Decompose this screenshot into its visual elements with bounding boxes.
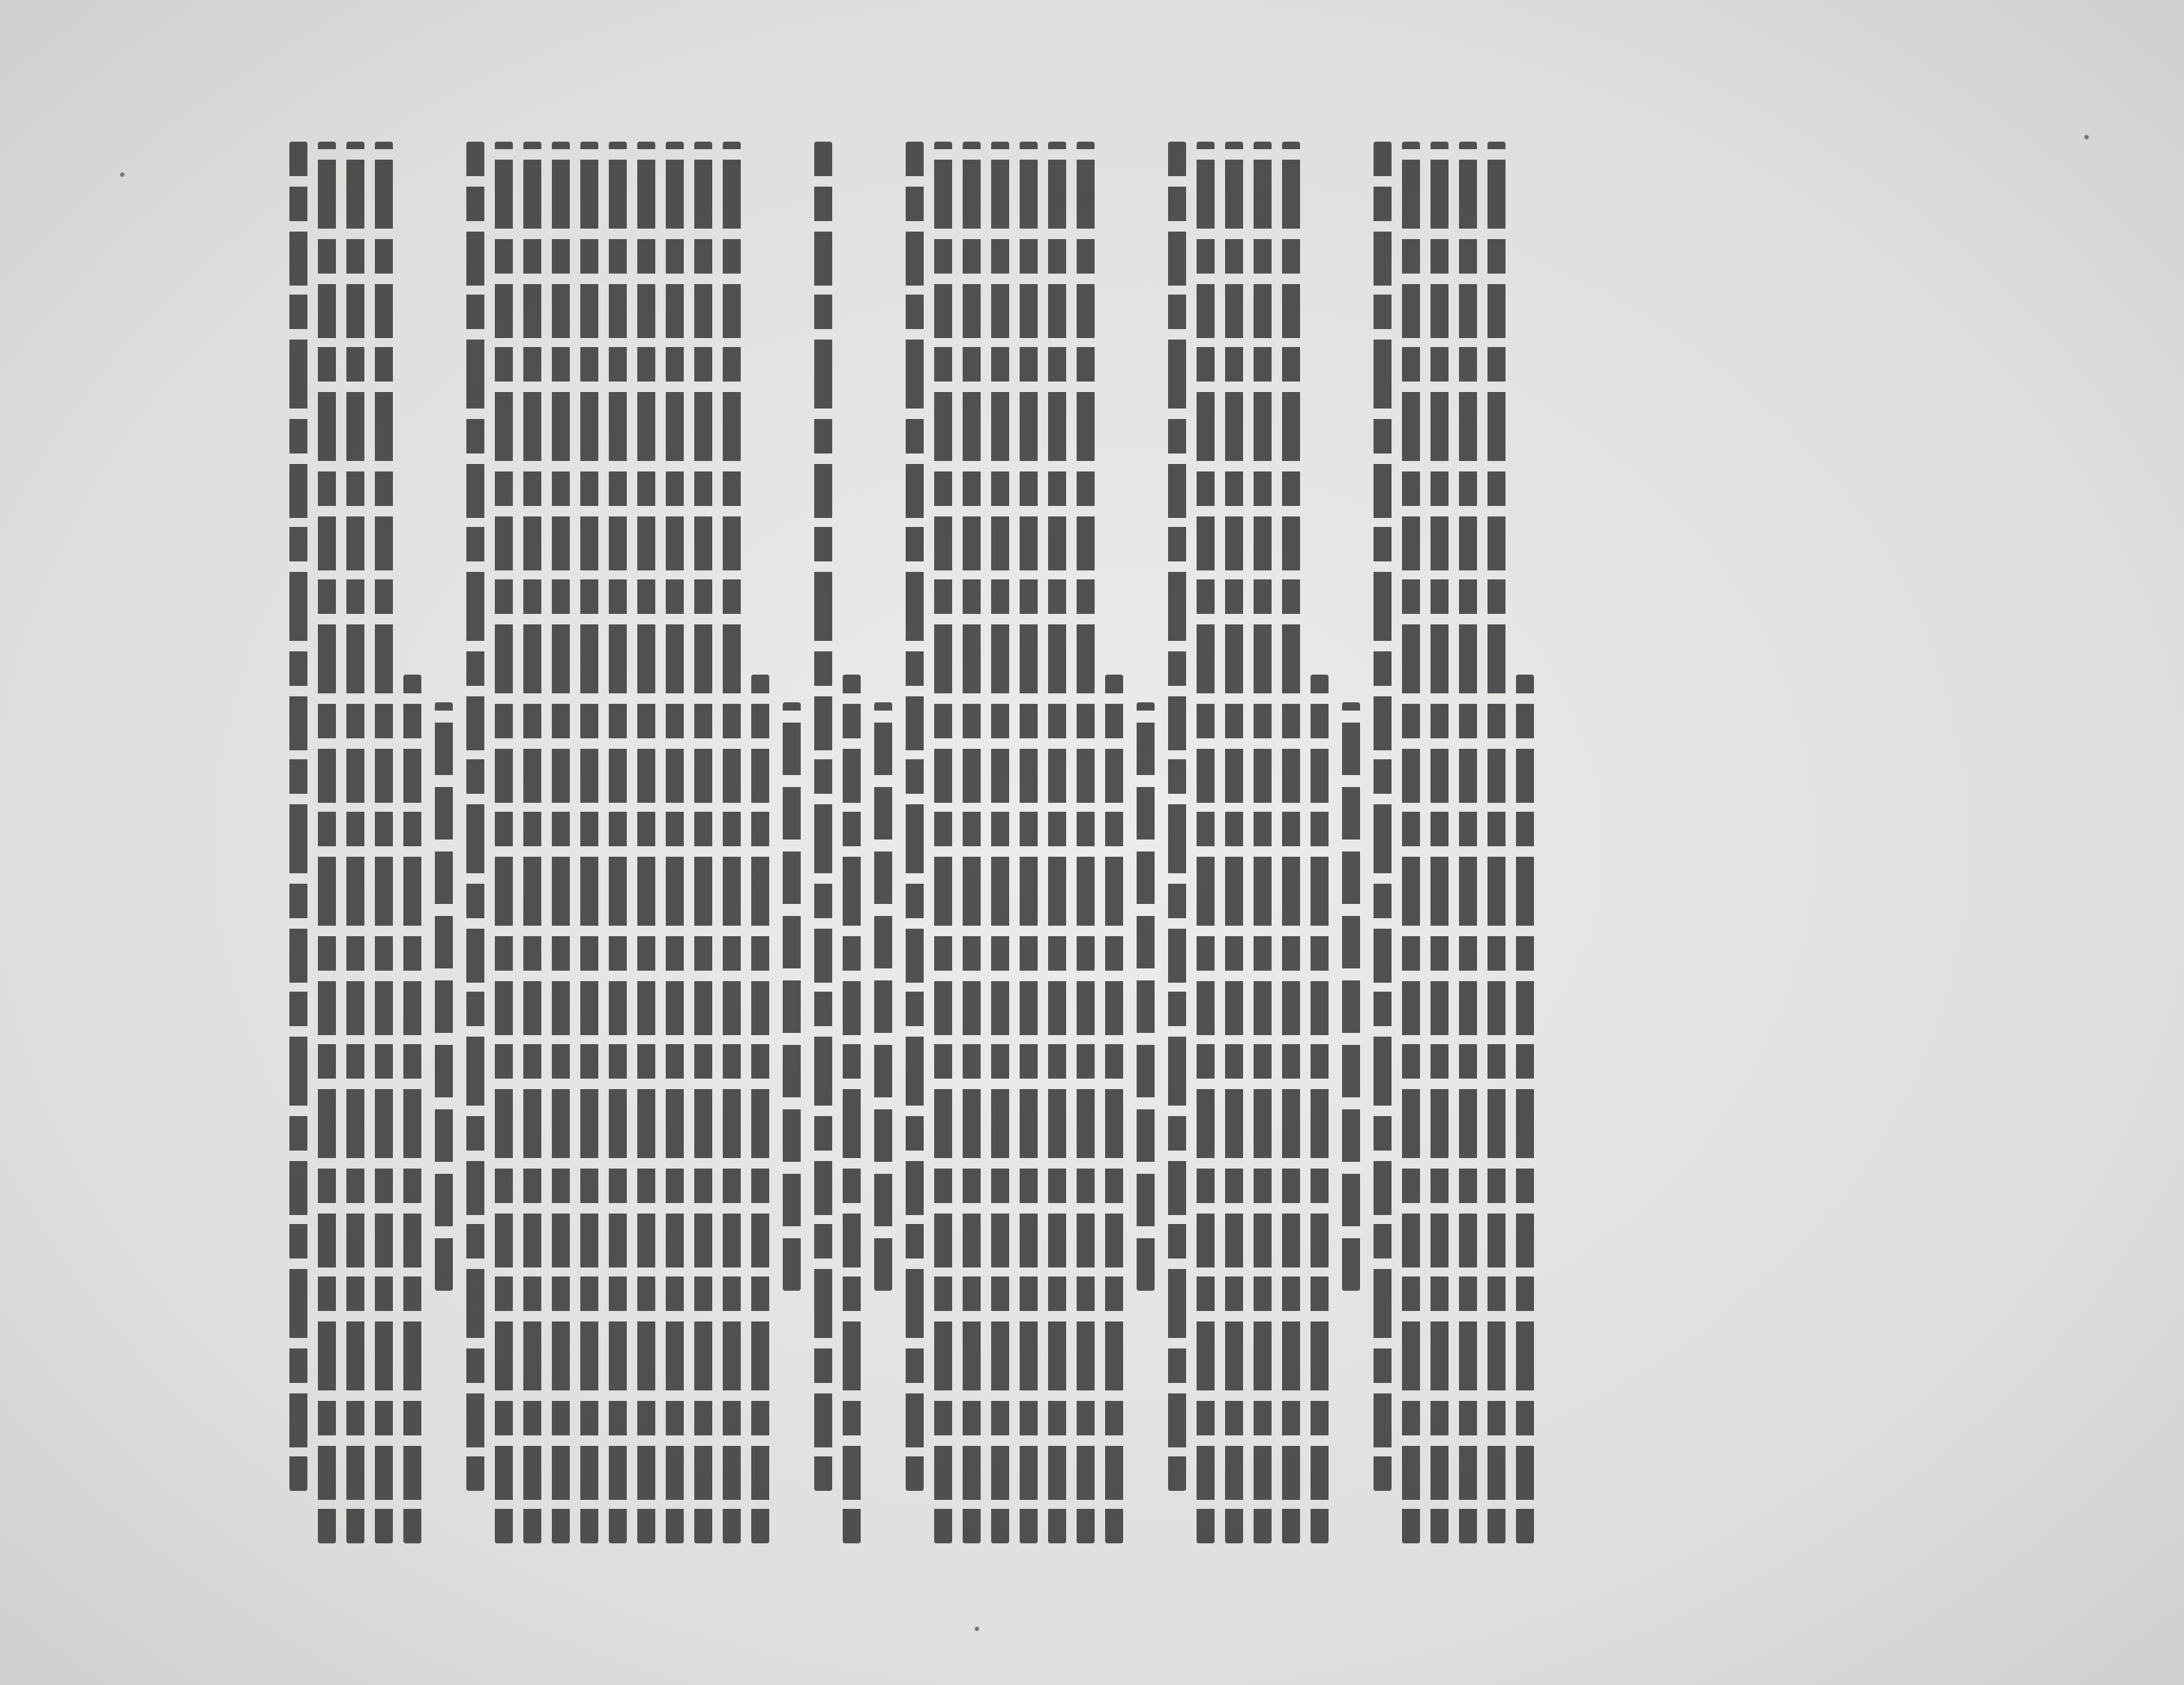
text-line bbox=[637, 142, 655, 1543]
text-line bbox=[580, 142, 598, 1543]
paragraph bbox=[466, 142, 769, 1543]
text-line bbox=[1282, 142, 1300, 1543]
section-heading bbox=[1342, 702, 1360, 1291]
text-line bbox=[843, 675, 861, 1543]
paragraph bbox=[906, 142, 1123, 1543]
dust-speck bbox=[120, 172, 124, 177]
text-line bbox=[523, 142, 541, 1543]
printed-page bbox=[192, 74, 1991, 1611]
section-heading bbox=[874, 702, 892, 1291]
text-line bbox=[814, 142, 832, 1491]
text-line bbox=[289, 142, 307, 1491]
text-line bbox=[963, 142, 981, 1543]
section-heading bbox=[783, 702, 801, 1291]
text-line bbox=[1311, 675, 1329, 1543]
dust-speck bbox=[975, 1627, 979, 1631]
text-line bbox=[346, 142, 364, 1543]
text-line bbox=[495, 142, 513, 1543]
text-line bbox=[666, 142, 684, 1543]
text-line bbox=[1402, 142, 1420, 1543]
text-line bbox=[1048, 142, 1066, 1543]
dust-speck bbox=[2084, 135, 2089, 139]
text-line bbox=[403, 675, 421, 1543]
text-line bbox=[1225, 142, 1243, 1543]
text-line bbox=[1077, 142, 1095, 1543]
text-line bbox=[1254, 142, 1272, 1543]
paragraph bbox=[1374, 142, 1534, 1543]
text-line bbox=[466, 142, 484, 1491]
text-line bbox=[694, 142, 712, 1543]
text-line bbox=[375, 142, 393, 1543]
text-line bbox=[1020, 142, 1038, 1543]
paragraph bbox=[1168, 142, 1329, 1543]
section-heading bbox=[435, 702, 453, 1291]
text-line bbox=[1168, 142, 1186, 1491]
text-line bbox=[1374, 142, 1392, 1491]
text-line bbox=[1431, 142, 1449, 1543]
text-line bbox=[751, 675, 769, 1543]
text-line bbox=[318, 142, 336, 1543]
text-line bbox=[1197, 142, 1215, 1543]
text-line bbox=[1105, 675, 1123, 1543]
text-line bbox=[609, 142, 627, 1543]
body-text-block bbox=[289, 142, 1879, 1543]
paragraph bbox=[289, 142, 421, 1543]
text-line bbox=[723, 142, 741, 1543]
text-line bbox=[906, 142, 924, 1491]
text-line bbox=[1487, 142, 1505, 1543]
paragraph bbox=[814, 142, 861, 1543]
text-line bbox=[1516, 675, 1534, 1543]
section-heading bbox=[1137, 702, 1155, 1291]
text-line bbox=[552, 142, 570, 1543]
text-line bbox=[1459, 142, 1477, 1543]
text-line bbox=[934, 142, 952, 1543]
text-line bbox=[991, 142, 1009, 1543]
